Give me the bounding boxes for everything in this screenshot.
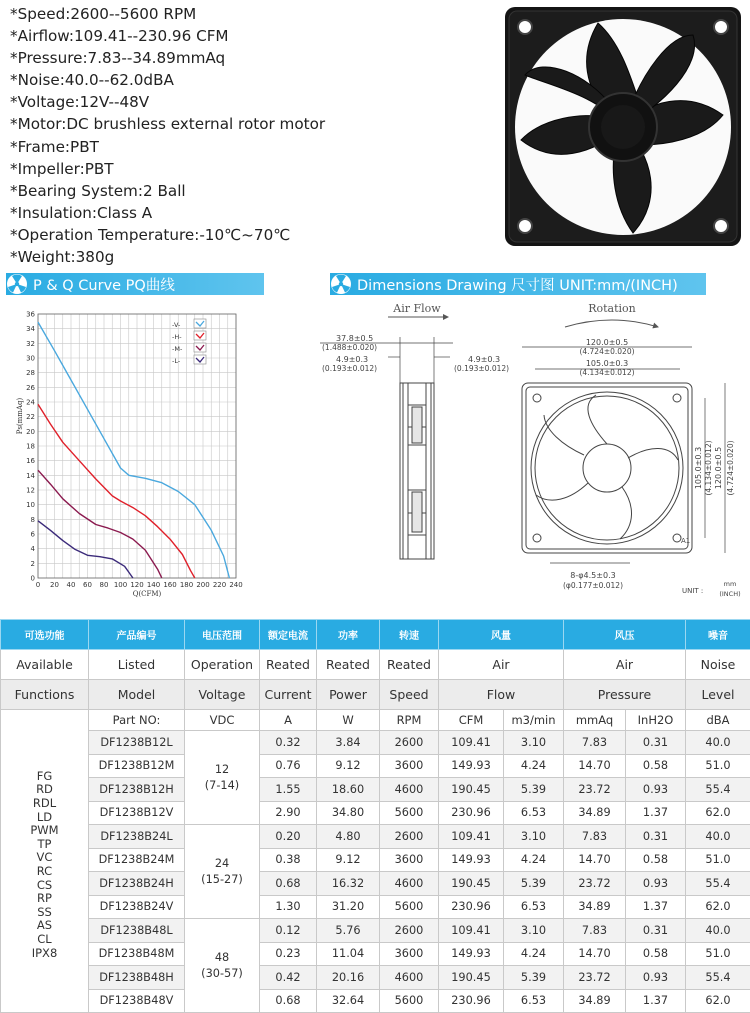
table-row — [1, 872, 750, 896]
voltage-range: (15-27) — [185, 872, 259, 888]
y-tick-label: 18 — [26, 443, 35, 451]
unit-cell: CFM — [439, 710, 504, 731]
y-tick-label: 12 — [26, 487, 35, 495]
part-number: DF1238B24H — [89, 872, 185, 896]
dim-width-inch: (4.724±0.020) — [579, 347, 634, 356]
th1-listed: Listed — [89, 650, 185, 680]
value-cell: 0.42 — [260, 966, 317, 990]
th-cn-model: 产品编号 — [89, 620, 185, 650]
th2-current: Current — [260, 680, 317, 710]
value-cell: 7.83 — [564, 919, 626, 943]
y-tick-label: 10 — [26, 501, 35, 509]
spec-motor: *Motor:DC brushless external rotor motor — [10, 113, 480, 135]
air-flow-label: Air Flow — [392, 302, 441, 315]
voltage-group — [185, 825, 260, 919]
value-cell: 190.45 — [439, 778, 504, 802]
value-cell: 20.16 — [317, 966, 380, 990]
value-cell: 5.39 — [504, 872, 564, 896]
th-cn-pressure: 风压 — [564, 620, 686, 650]
value-cell: 4600 — [380, 778, 439, 802]
part-number: DF1238B24L — [89, 825, 185, 849]
value-cell: 14.70 — [564, 848, 626, 872]
fan-photo — [503, 5, 743, 248]
legend-label: -M- — [172, 345, 183, 353]
features-list: FG RD RDL LD PWM TP VC RC CS RP SS AS CL IPX8 — [1, 710, 89, 1013]
x-tick-label: 160 — [163, 581, 176, 589]
y-tick-label: 28 — [26, 369, 35, 377]
value-cell: 55.4 — [686, 966, 750, 990]
value-cell: 109.41 — [439, 919, 504, 943]
value-cell: 0.20 — [260, 825, 317, 849]
value-cell: 40.0 — [686, 919, 750, 943]
value-cell: 5.39 — [504, 778, 564, 802]
value-cell: 6.53 — [504, 895, 564, 919]
x-tick-label: 100 — [114, 581, 127, 589]
unit-cell: Part NO: — [89, 710, 185, 731]
value-cell: 2.90 — [260, 801, 317, 825]
dim-hole: 105.0±0.3 — [586, 359, 628, 368]
value-cell: 1.37 — [626, 989, 686, 1013]
spec-table — [0, 619, 750, 1013]
th2-functions: Functions — [1, 680, 89, 710]
value-cell: 31.20 — [317, 895, 380, 919]
voltage-value: 24 — [185, 856, 259, 872]
voltage-range: (30-57) — [185, 966, 259, 982]
legend-label: -L- — [172, 357, 181, 365]
y-tick-label: 20 — [26, 428, 35, 436]
value-cell: 40.0 — [686, 825, 750, 849]
unit-label: UNIT : — [682, 587, 703, 595]
th2-level: Level — [686, 680, 750, 710]
value-cell: 14.70 — [564, 754, 626, 778]
value-cell: 2600 — [380, 731, 439, 755]
value-cell: 18.60 — [317, 778, 380, 802]
spec-noise: *Noise:40.0--62.0dBA — [10, 69, 480, 91]
value-cell: 0.76 — [260, 754, 317, 778]
x-tick-label: 200 — [196, 581, 209, 589]
spec-pressure: *Pressure:7.83--34.89mmAq — [10, 47, 480, 69]
part-number: DF1238B12L — [89, 731, 185, 755]
voltage-value: 12 — [185, 762, 259, 778]
dimensions-header — [330, 273, 706, 295]
legend-label: -H- — [172, 333, 182, 341]
value-cell: 7.83 — [564, 825, 626, 849]
unit-cell: VDC — [185, 710, 260, 731]
th1-operation: Operation — [185, 650, 260, 680]
th1-air-flow: Air — [439, 650, 564, 680]
value-cell: 149.93 — [439, 848, 504, 872]
y-tick-label: 8 — [31, 516, 35, 524]
radiation-icon — [6, 273, 28, 295]
value-cell: 34.89 — [564, 989, 626, 1013]
value-cell: 0.31 — [626, 825, 686, 849]
th-cn-voltage: 电压范围 — [185, 620, 260, 650]
y-tick-label: 2 — [31, 560, 35, 568]
y-tick-label: 24 — [26, 399, 35, 407]
part-number: DF1238B12M — [89, 754, 185, 778]
y-tick-label: 16 — [26, 457, 35, 465]
value-cell: 14.70 — [564, 942, 626, 966]
x-tick-label: 60 — [83, 581, 92, 589]
value-cell: 6.53 — [504, 989, 564, 1013]
x-tick-label: 140 — [147, 581, 160, 589]
spec-frame: *Frame:PBT — [10, 136, 480, 158]
value-cell: 34.89 — [564, 895, 626, 919]
spec-weight: *Weight:380g — [10, 246, 480, 268]
unit-cell: dBA — [686, 710, 750, 731]
value-cell: 51.0 — [686, 942, 750, 966]
value-cell: 34.89 — [564, 801, 626, 825]
part-number: DF1238B24V — [89, 895, 185, 919]
x-tick-label: 180 — [180, 581, 193, 589]
value-cell: 0.31 — [626, 731, 686, 755]
y-tick-label: 6 — [31, 531, 36, 539]
th1-reated-speed: Reated — [380, 650, 439, 680]
table-header-row2 — [1, 680, 750, 710]
voltage-value: 48 — [185, 950, 259, 966]
table-row — [1, 778, 750, 802]
unit-inch: (INCH) — [719, 590, 740, 598]
table-row — [1, 731, 750, 755]
table-units-row — [1, 710, 750, 731]
value-cell: 34.80 — [317, 801, 380, 825]
legend-label: -V- — [172, 321, 181, 329]
series-line-m — [38, 470, 162, 578]
value-cell: 1.55 — [260, 778, 317, 802]
table-row — [1, 801, 750, 825]
value-cell: 149.93 — [439, 942, 504, 966]
dim-rib-right: 4.9±0.3 — [468, 355, 500, 364]
unit-mm: mm — [724, 580, 737, 588]
spec-bearing: *Bearing System:2 Ball — [10, 180, 480, 202]
table-row — [1, 848, 750, 872]
table-row — [1, 895, 750, 919]
value-cell: 1.37 — [626, 801, 686, 825]
dim-rib-left: 4.9±0.3 — [336, 355, 368, 364]
dim-depth-inch: (1.488±0.020) — [322, 343, 377, 352]
value-cell: 0.12 — [260, 919, 317, 943]
value-cell: 0.58 — [626, 754, 686, 778]
value-cell: 11.04 — [317, 942, 380, 966]
value-cell: 0.32 — [260, 731, 317, 755]
x-tick-label: 0 — [36, 581, 40, 589]
table-header-row1 — [1, 650, 750, 680]
value-cell: 5600 — [380, 989, 439, 1013]
pq-curve-header — [6, 273, 264, 295]
series-line-l — [38, 521, 133, 578]
value-cell: 149.93 — [439, 754, 504, 778]
dim-depth: 37.8±0.5 — [336, 334, 373, 343]
value-cell: 23.72 — [564, 778, 626, 802]
value-cell: 0.93 — [626, 966, 686, 990]
y-tick-label: 32 — [26, 340, 35, 348]
value-cell: 5.39 — [504, 966, 564, 990]
th1-available: Available — [1, 650, 89, 680]
value-cell: 1.30 — [260, 895, 317, 919]
th-cn-airflow: 风量 — [439, 620, 564, 650]
voltage-range: (7-14) — [185, 778, 259, 794]
table-row — [1, 966, 750, 990]
value-cell: 0.93 — [626, 872, 686, 896]
value-cell: 40.0 — [686, 731, 750, 755]
x-tick-label: 120 — [130, 581, 143, 589]
th1-reated-power: Reated — [317, 650, 380, 680]
dim-v-hole-inch: (4.134±0.012) — [704, 440, 713, 495]
dim-v-hole: 105.0±0.3 — [694, 447, 703, 489]
value-cell: 62.0 — [686, 801, 750, 825]
value-cell: 55.4 — [686, 872, 750, 896]
value-cell: 2600 — [380, 919, 439, 943]
value-cell: 32.64 — [317, 989, 380, 1013]
x-tick-label: 220 — [213, 581, 226, 589]
table-row — [1, 919, 750, 943]
pq-curve-title: P & Q Curve PQ曲线 — [33, 274, 175, 295]
table-row — [1, 942, 750, 966]
value-cell: 0.58 — [626, 848, 686, 872]
value-cell: 1.37 — [626, 895, 686, 919]
value-cell: 7.83 — [564, 731, 626, 755]
dim-v-width-inch: (4.724±0.020) — [726, 440, 735, 495]
dimensions-drawing — [300, 295, 750, 605]
value-cell: 9.12 — [317, 848, 380, 872]
spec-airflow: *Airflow:109.41--230.96 CFM — [10, 25, 480, 47]
dim-v-width: 120.0±0.5 — [714, 447, 723, 489]
table-row — [1, 989, 750, 1013]
spec-list — [10, 3, 480, 268]
value-cell: 109.41 — [439, 825, 504, 849]
value-cell: 55.4 — [686, 778, 750, 802]
radiation-icon — [330, 273, 352, 295]
value-cell: 2600 — [380, 825, 439, 849]
th2-flow: Flow — [439, 680, 564, 710]
unit-cell: RPM — [380, 710, 439, 731]
value-cell: 3600 — [380, 942, 439, 966]
rotation-label: Rotation — [588, 302, 636, 315]
spec-voltage: *Voltage:12V--48V — [10, 91, 480, 113]
value-cell: 3.10 — [504, 731, 564, 755]
x-tick-label: 80 — [100, 581, 109, 589]
part-number: DF1238B24M — [89, 848, 185, 872]
th-cn-functions: 可选功能 — [1, 620, 89, 650]
value-cell: 230.96 — [439, 989, 504, 1013]
th-cn-noise: 噪音 — [686, 620, 750, 650]
y-tick-label: 34 — [26, 325, 35, 333]
value-cell: 0.93 — [626, 778, 686, 802]
dim-width: 120.0±0.5 — [586, 338, 628, 347]
y-tick-label: 14 — [26, 472, 35, 480]
value-cell: 0.58 — [626, 942, 686, 966]
value-cell: 16.32 — [317, 872, 380, 896]
table-row — [1, 825, 750, 849]
value-cell: 109.41 — [439, 731, 504, 755]
value-cell: 0.68 — [260, 989, 317, 1013]
th-cn-power: 功率 — [317, 620, 380, 650]
value-cell: 23.72 — [564, 872, 626, 896]
spec-impeller: *Impeller:PBT — [10, 158, 480, 180]
dim-rib-right-inch: (0.193±0.012) — [454, 364, 509, 373]
value-cell: 230.96 — [439, 801, 504, 825]
table-body — [1, 710, 750, 1013]
th1-air-pressure: Air — [564, 650, 686, 680]
part-number: DF1238B48M — [89, 942, 185, 966]
y-tick-label: 4 — [31, 545, 36, 553]
dim-holes-dia: 8-φ4.5±0.3 — [570, 571, 615, 580]
part-number: DF1238B12H — [89, 778, 185, 802]
unit-cell: InH2O — [626, 710, 686, 731]
unit-cell: A — [260, 710, 317, 731]
value-cell: 3.10 — [504, 919, 564, 943]
table-header-cn — [1, 620, 750, 650]
value-cell: 3.10 — [504, 825, 564, 849]
value-cell: 23.72 — [564, 966, 626, 990]
value-cell: 6.53 — [504, 801, 564, 825]
value-cell: 230.96 — [439, 895, 504, 919]
value-cell: 51.0 — [686, 754, 750, 778]
value-cell: 3600 — [380, 754, 439, 778]
th1-reated-current: Reated — [260, 650, 317, 680]
value-cell: 5600 — [380, 895, 439, 919]
value-cell: 62.0 — [686, 895, 750, 919]
voltage-group — [185, 919, 260, 1013]
value-cell: 4.24 — [504, 754, 564, 778]
value-cell: 3600 — [380, 848, 439, 872]
value-cell: 0.31 — [626, 919, 686, 943]
value-cell: 0.68 — [260, 872, 317, 896]
dim-rib-left-inch: (0.193±0.012) — [322, 364, 377, 373]
value-cell: 0.23 — [260, 942, 317, 966]
y-axis-label: Ps(mmAq) — [16, 398, 24, 435]
table-row — [1, 754, 750, 778]
part-number: DF1238B48H — [89, 966, 185, 990]
unit-cell: m3/min — [504, 710, 564, 731]
part-number: DF1238B48L — [89, 919, 185, 943]
part-number: DF1238B12V — [89, 801, 185, 825]
th-cn-current: 额定电流 — [260, 620, 317, 650]
x-tick-label: 20 — [50, 581, 59, 589]
unit-cell: mmAq — [564, 710, 626, 731]
th2-pressure: Pressure — [564, 680, 686, 710]
value-cell: 4600 — [380, 966, 439, 990]
th2-power: Power — [317, 680, 380, 710]
th2-model: Model — [89, 680, 185, 710]
value-cell: 62.0 — [686, 989, 750, 1013]
th1-noise: Noise — [686, 650, 750, 680]
th2-speed: Speed — [380, 680, 439, 710]
part-number: DF1238B48V — [89, 989, 185, 1013]
y-tick-label: 26 — [26, 384, 35, 392]
value-cell: 4600 — [380, 872, 439, 896]
value-cell: 190.45 — [439, 966, 504, 990]
value-cell: 51.0 — [686, 848, 750, 872]
y-tick-label: 22 — [26, 413, 35, 421]
value-cell: 3.84 — [317, 731, 380, 755]
value-cell: 4.24 — [504, 942, 564, 966]
spec-speed: *Speed:2600--5600 RPM — [10, 3, 480, 25]
dim-holes-dia-inch: (φ0.177±0.012) — [563, 581, 623, 590]
x-tick-label: 240 — [229, 581, 242, 589]
y-tick-label: 0 — [31, 575, 35, 583]
x-axis-label: Q(CFM) — [133, 590, 162, 598]
spec-temperature: *Operation Temperature:-10℃~70℃ — [10, 224, 480, 246]
spec-insulation: *Insulation:Class A — [10, 202, 480, 224]
pq-curve-chart — [0, 300, 250, 600]
value-cell: 4.24 — [504, 848, 564, 872]
value-cell: 190.45 — [439, 872, 504, 896]
th-cn-speed: 转速 — [380, 620, 439, 650]
series-line-h — [38, 404, 195, 578]
y-tick-label: 30 — [26, 355, 35, 363]
value-cell: 4.80 — [317, 825, 380, 849]
value-cell: 9.12 — [317, 754, 380, 778]
dimensions-title: Dimensions Drawing 尺寸图 UNIT:mm/(INCH) — [357, 274, 678, 295]
a1-label: A1 — [681, 537, 690, 545]
y-tick-label: 36 — [26, 311, 35, 319]
value-cell: 5.76 — [317, 919, 380, 943]
x-tick-label: 40 — [67, 581, 76, 589]
value-cell: 5600 — [380, 801, 439, 825]
value-cell: 0.38 — [260, 848, 317, 872]
dim-hole-inch: (4.134±0.012) — [579, 368, 634, 377]
th2-voltage: Voltage — [185, 680, 260, 710]
unit-cell: W — [317, 710, 380, 731]
voltage-group — [185, 731, 260, 825]
